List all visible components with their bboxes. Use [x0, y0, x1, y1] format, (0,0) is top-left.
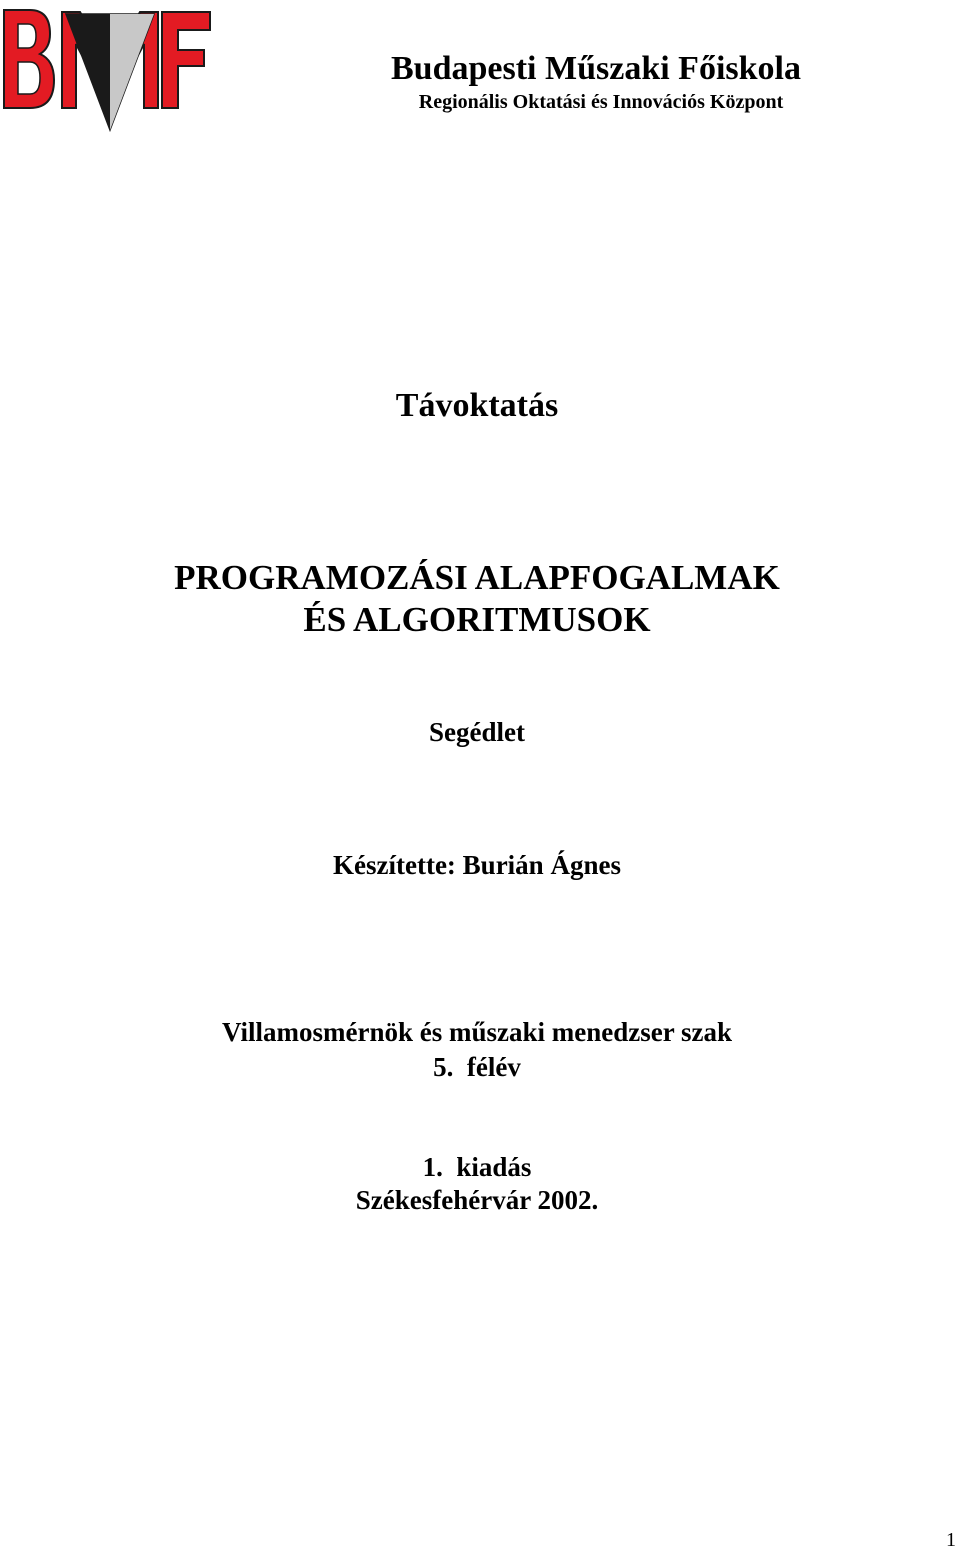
bmf-logo-icon — [0, 4, 214, 132]
page-number: 1 — [946, 1529, 956, 1551]
institution-subtitle: Regionális Oktatási és Innovációs Központ — [418, 91, 784, 113]
author-line: Készítette: Burián Ágnes — [333, 850, 621, 880]
place-year-line: Székesfehérvár 2002. — [355, 1185, 599, 1215]
major-line: Villamosmérnök és műszaki menedzser szak — [222, 1017, 732, 1047]
document-title-line-2: ÉS ALGORITMUSOK — [303, 600, 651, 639]
semester-line: 5. félév — [433, 1052, 521, 1082]
document-type: Segédlet — [429, 717, 525, 747]
edition-line: 1. kiadás — [422, 1152, 532, 1182]
document-title-line-1: PROGRAMOZÁSI ALAPFOGALMAK — [174, 558, 780, 597]
institution-name: Budapesti Műszaki Főiskola — [391, 50, 801, 87]
program-label: Távoktatás — [395, 387, 559, 424]
